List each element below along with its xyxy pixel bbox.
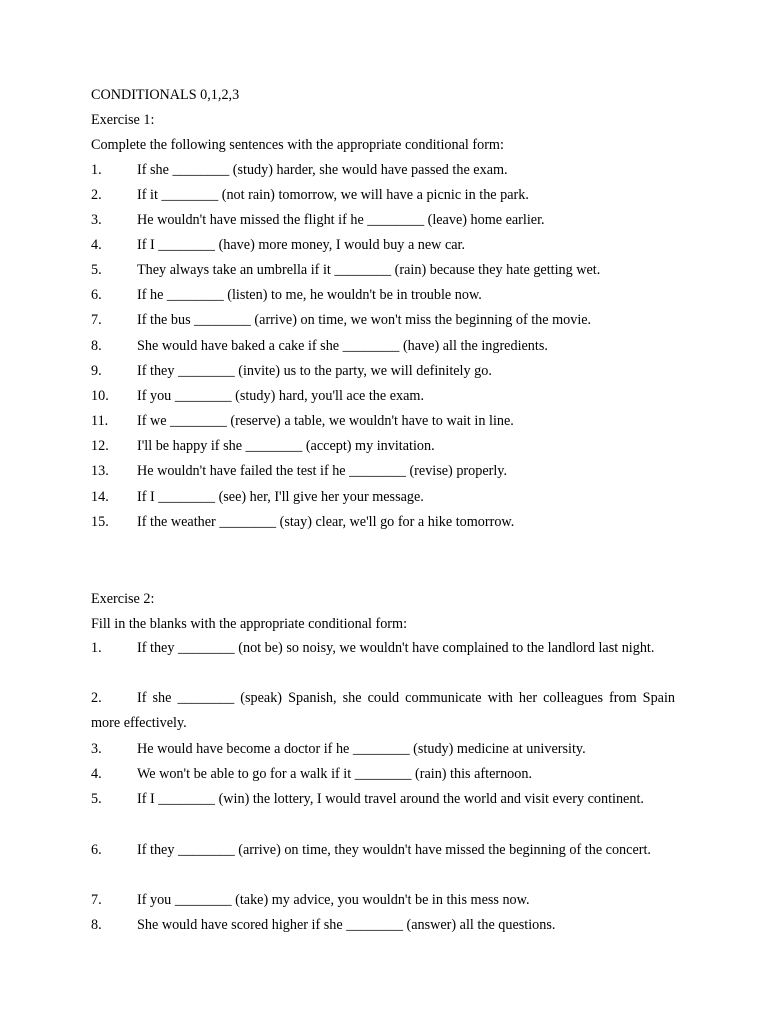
document-title: CONDITIONALS 0,1,2,3 [91,87,240,103]
item-text: She would have scored higher if she ________ (answer) all the questions. [137,917,556,933]
exercise-1-item [91,208,675,233]
item-number: 1. [91,162,102,178]
item-number: 2. [91,690,102,706]
item-number: 1. [91,640,102,656]
item-number: 6. [91,287,102,303]
exercise-2-item [91,636,675,661]
item-number: 8. [91,917,102,933]
item-number: 8. [91,338,102,354]
item-number: 4. [91,766,102,782]
item-text: If the weather ________ (stay) clear, we'll go for a hike tomorrow. [137,514,515,530]
item-text: If we ________ (reserve) a table, we wouldn't have to wait in line. [137,413,514,429]
exercise-1-item [91,258,675,283]
item-text: He wouldn't have failed the test if he ________ (revise) properly. [137,463,508,479]
item-number: 3. [91,212,102,228]
item-number: 5. [91,791,102,807]
exercise-2-item [91,762,675,787]
item-number: 9. [91,363,102,379]
exercise-2-item [91,913,675,938]
item-number: 7. [91,892,102,908]
item-text: If she ________ (study) harder, she would have passed the exam. [137,162,508,178]
item-text: If they ________ (not be) so noisy, we wouldn't have complained to the landlord last night. [137,640,655,656]
item-text: I'll be happy if she ________ (accept) my invitation. [137,438,435,454]
exercise-1-item [91,334,675,359]
item-number: 5. [91,262,102,278]
exercise-1-item [91,485,675,510]
exercise-1-item [91,283,675,308]
exercise-1-instruction: Complete the following sentences with the appropriate conditional form: [91,137,504,153]
item-number: 2. [91,187,102,203]
exercise-2-heading: Exercise 2: [91,591,155,607]
item-text: He wouldn't have missed the flight if he ________ (leave) home earlier. [137,212,545,228]
item-number: 12. [91,438,109,454]
item-number: 11. [91,413,109,429]
exercise-1-item [91,434,675,459]
item-text: We won't be able to go for a walk if it ________ (rain) this afternoon. [137,766,533,782]
item-text: She would have baked a cake if she ________ (have) all the ingredients. [137,338,548,354]
item-number: 4. [91,237,102,253]
item-number: 14. [91,489,109,505]
item-text: They always take an umbrella if it ________ (rain) because they hate getting wet. [137,262,601,278]
item-text: If I ________ (have) more money, I would buy a new car. [137,237,466,253]
exercise-1-item [91,459,675,484]
item-text: If they ________ (arrive) on time, they wouldn't have missed the beginning of the concert. [137,842,651,858]
item-number: 6. [91,842,102,858]
item-text: If you ________ (study) hard, you'll ace the exam. [137,388,425,404]
item-number: 15. [91,514,109,530]
item-number: 3. [91,741,102,757]
exercise-1-heading: Exercise 1: [91,112,155,128]
item-text: If they ________ (invite) us to the party, we will definitely go. [137,363,492,379]
item-text: If he ________ (listen) to me, he wouldn't be in trouble now. [137,287,482,303]
exercise-1-item [91,183,675,208]
exercise-2-item [91,787,675,812]
item-text: If she ________ (speak) Spanish, she could communicate with her colleagues from Spain more effectively. [91,690,675,732]
exercise-1-item [91,158,675,183]
item-text: If I ________ (win) the lottery, I would travel around the world and visit every continent. [137,791,644,807]
item-text: He would have become a doctor if he ________ (study) medicine at university. [137,741,586,757]
item-text: If the bus ________ (arrive) on time, we won't miss the beginning of the movie. [137,312,592,328]
item-number: 10. [91,388,109,404]
exercise-1-item [91,359,675,384]
exercise-1-item [91,384,675,409]
exercise-2-item [91,686,675,736]
item-text: If I ________ (see) her, I'll give her your message. [137,489,424,505]
item-text: If it ________ (not rain) tomorrow, we will have a picnic in the park. [137,187,529,203]
exercise-1-item [91,510,675,535]
exercise-2-instruction: Fill in the blanks with the appropriate conditional form: [91,616,408,632]
item-number: 13. [91,463,109,479]
exercise-1-item [91,308,675,333]
item-text: If you ________ (take) my advice, you wouldn't be in this mess now. [137,892,530,908]
exercise-2-item [91,888,675,913]
exercise-2-item [91,838,675,863]
item-number: 7. [91,312,102,328]
exercise-1-item [91,409,675,434]
exercise-1-item [91,233,675,258]
exercise-2-item [91,737,675,762]
